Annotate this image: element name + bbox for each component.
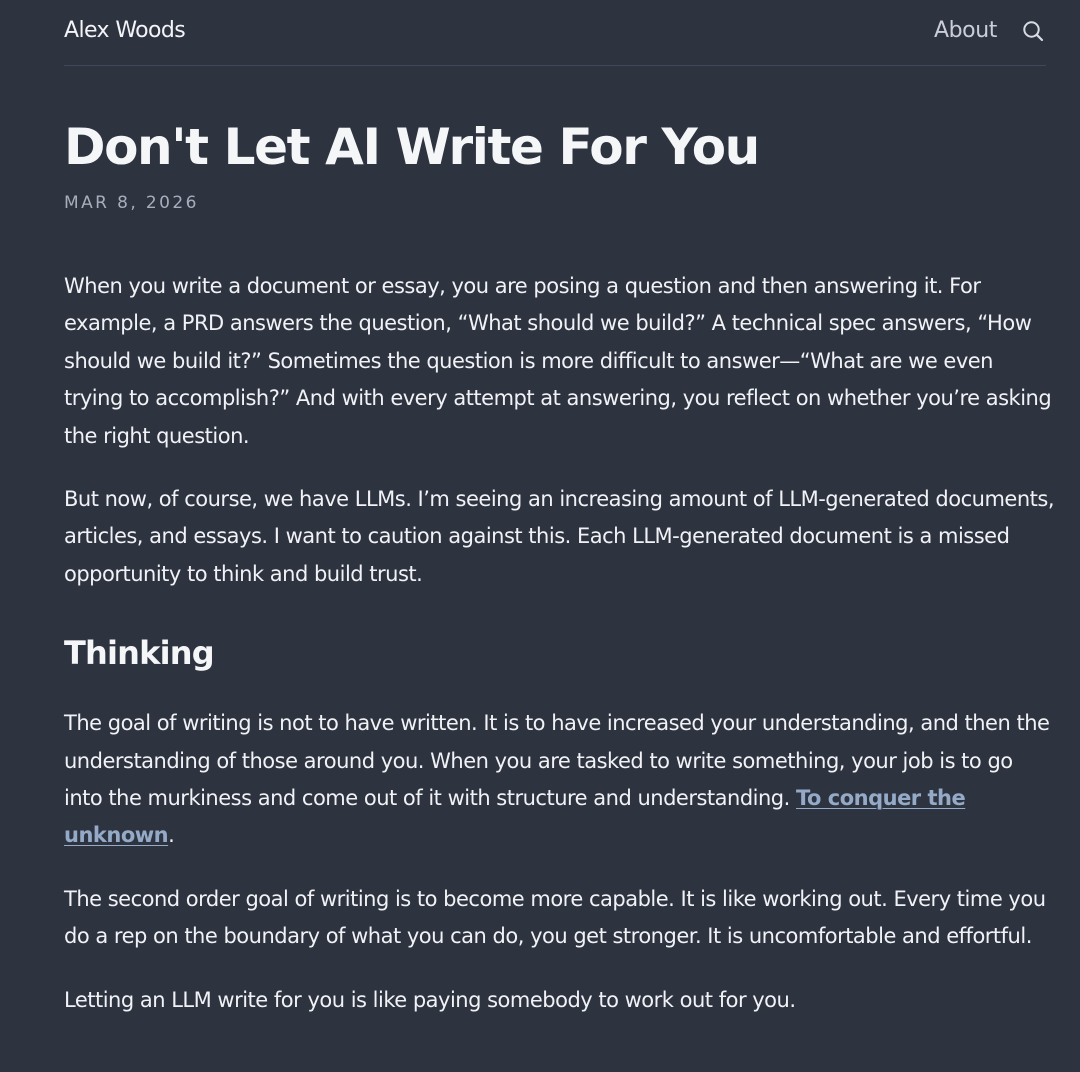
site-title-link[interactable]: Alex Woods bbox=[64, 18, 186, 43]
thinking-paragraph-end: . bbox=[168, 823, 175, 848]
search-button[interactable] bbox=[1020, 18, 1046, 44]
capability-paragraph: The second order goal of writing is to become more capable. It is like working out. Every time you do a rep on the boundary of what you can do, you get stronger. It is uncomfortable and effortful. bbox=[64, 886, 1046, 949]
article-title: Don't Let AI Write For You bbox=[64, 118, 759, 176]
thinking-paragraph bbox=[64, 705, 1054, 855]
article-body bbox=[64, 268, 1054, 1019]
workout-analogy-paragraph: Letting an LLM write for you is like paying somebody to work out for you. bbox=[64, 987, 796, 1012]
site-header bbox=[64, 0, 1046, 66]
conquer-unknown-link[interactable]: To conquer the unknown bbox=[64, 786, 966, 848]
section-heading-thinking: Thinking bbox=[64, 634, 214, 673]
nav-about-link[interactable]: About bbox=[933, 18, 997, 43]
thinking-paragraph-text: The goal of writing is not to have written. It is to have increased your understanding, and then the understanding of those around you. When you are tasked to write something, your job is to go into the murkiness and come out of it with structure and understanding. bbox=[64, 711, 1050, 811]
article-date: MAR 8, 2026 bbox=[64, 193, 199, 213]
intro-paragraph: When you write a document or essay, you are posing a question and then answering it. For example, a PRD answers the question, “What should we build?” A technical spec answers, “How should we build it?” Sometimes the question is more difficult to answer—“What are we even trying to accomplish?” And with every attempt at answering, you reflect on whether you’re asking the right question. bbox=[64, 274, 1052, 448]
search-icon bbox=[1021, 19, 1045, 43]
llm-paragraph: But now, of course, we have LLMs. I’m seeing an increasing amount of LLM-generated documents, articles, and essays. I want to caution against this. Each LLM-generated document is a missed opportunity to think and build trust. bbox=[64, 487, 1055, 586]
